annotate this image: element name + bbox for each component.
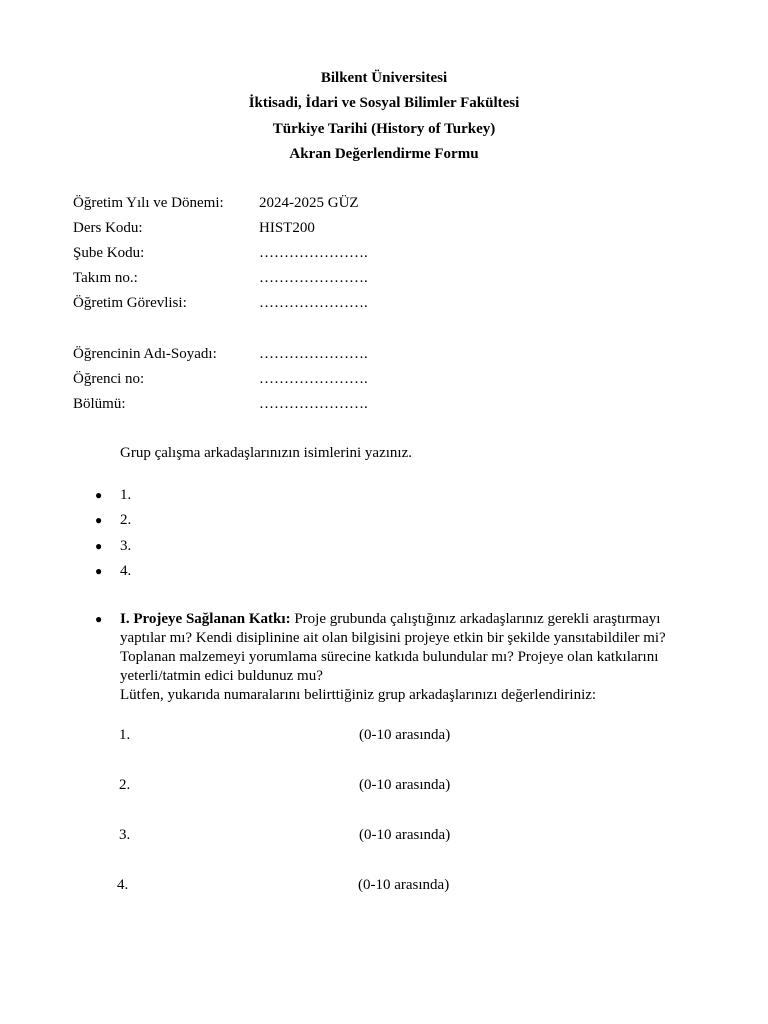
section-title: I. Projeye Sağlanan Katkı:: [120, 611, 291, 627]
info-label: Takım no.:: [73, 270, 138, 287]
section-body: [120, 610, 695, 705]
teammate-number[interactable]: 1.: [120, 487, 132, 503]
teammates-list: [95, 483, 131, 584]
list-item: [95, 559, 131, 584]
contribution-section: [95, 610, 695, 705]
rating-range[interactable]: (0-10 arasında): [359, 777, 451, 793]
university-name: Bilkent Üniversitesi: [320, 70, 448, 86]
info-label: Bölümü:: [73, 396, 126, 413]
bullet-icon: ●: [95, 513, 103, 528]
bullet-icon: ●: [95, 563, 103, 578]
info-row-department: [73, 392, 368, 417]
info-row-student-name: [73, 342, 368, 367]
info-value-blank[interactable]: ………………….: [259, 245, 368, 262]
rating-number: 2.: [119, 777, 131, 793]
info-value: 2024-2025 GÜZ: [259, 195, 359, 211]
section-questions: Proje grubunda çalıştığınız arkadaşlarınız gerekli araştırmayı yaptılar mı? Kendi disiplinine ait olan bilgisini projeye etkin bir şekilde yansıtabildiler mi? Toplanan malzemeyi yorumlama sürecine katkıda bulundular mı? Projeye olan katkılarını yeterli/tatmin edici buldunuz mu?: [120, 611, 666, 684]
rating-number: 3.: [119, 827, 131, 843]
info-value-blank[interactable]: ………………….: [259, 346, 368, 362]
teammates-instruction: Grup çalışma arkadaşlarınızın isimlerini yazınız.: [120, 445, 412, 461]
form-header: [0, 66, 768, 167]
info-label: Ders Kodu:: [73, 220, 143, 237]
rating-number: 4.: [117, 877, 129, 893]
bullet-icon: ●: [95, 488, 103, 502]
list-item: [95, 534, 131, 559]
info-value-blank[interactable]: ………………….: [259, 270, 368, 287]
teammate-number[interactable]: 2.: [120, 512, 132, 529]
info-row-team-no: [73, 266, 368, 291]
info-row-course-code: [73, 216, 368, 241]
teammate-number[interactable]: 4.: [120, 562, 132, 579]
info-row-instructor: [73, 291, 368, 316]
form-title: Akran Değerlendirme Formu: [289, 145, 479, 162]
student-info-block: [73, 342, 368, 417]
info-row-term: [73, 191, 368, 216]
info-value-blank[interactable]: ………………….: [259, 396, 368, 413]
faculty-name: İktisadi, İdari ve Sosyal Bilimler Fakültesi: [248, 95, 520, 112]
info-label: Öğretim Görevlisi:: [73, 295, 187, 312]
info-label: Öğretim Yılı ve Dönemi:: [73, 195, 224, 211]
info-label: Öğrencinin Adı-Soyadı:: [73, 346, 217, 362]
rating-range[interactable]: (0-10 arasında): [359, 727, 451, 743]
section-instruction: Lütfen, yukarıda numaralarını belirttiğiniz grup arkadaşlarınızı değerlendiriniz:: [120, 687, 597, 703]
course-info-block: [73, 191, 368, 316]
info-value-blank[interactable]: ………………….: [259, 295, 368, 312]
info-row-student-no: [73, 367, 368, 392]
list-item: [95, 508, 131, 533]
course-name: Türkiye Tarihi (History of Turkey): [272, 120, 496, 137]
rating-number: 1.: [119, 727, 131, 743]
bullet-icon: ●: [95, 612, 103, 626]
bullet-icon: ●: [95, 538, 103, 553]
list-item: [95, 483, 131, 508]
info-value: HIST200: [259, 220, 315, 237]
teammate-number[interactable]: 3.: [120, 537, 132, 554]
rating-range[interactable]: (0-10 arasında): [358, 877, 450, 893]
info-value-blank[interactable]: ………………….: [259, 371, 368, 388]
rating-range[interactable]: (0-10 arasında): [359, 827, 451, 843]
info-row-section-code: [73, 241, 368, 266]
info-label: Öğrenci no:: [73, 371, 145, 388]
info-label: Şube Kodu:: [73, 245, 145, 262]
